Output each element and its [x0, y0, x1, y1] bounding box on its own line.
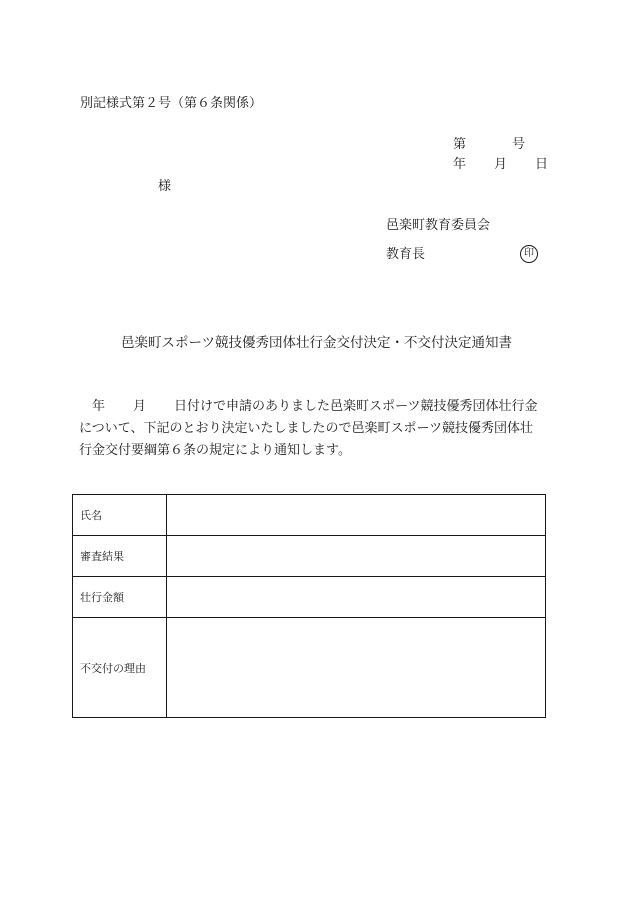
body-year: 年 — [92, 399, 106, 414]
table-row — [73, 577, 546, 618]
seal-icon: 印 — [520, 245, 538, 263]
date-year: 年 — [453, 157, 467, 172]
value-amount[interactable] — [167, 577, 546, 618]
body-month: 月 — [133, 399, 147, 414]
body-line-1-rest: 日付けで申請のありました邑楽町スポーツ競技優秀団体壮行金 — [174, 399, 538, 414]
body-line-1 — [79, 396, 559, 418]
addressee: 様 — [158, 179, 172, 194]
table-row — [73, 536, 546, 577]
body-line-2: について、下記のとおり決定いたしましたので邑楽町スポーツ競技優秀団体壮 — [79, 421, 533, 436]
form-number: 別記様式第２号（第６条関係） — [80, 96, 263, 111]
document-date — [453, 158, 548, 171]
label-amount: 壮行金額 — [73, 577, 167, 618]
body-paragraph — [79, 396, 559, 462]
issuer-title: 教育長 — [386, 247, 426, 262]
table-row — [73, 495, 546, 536]
issuer-organization: 邑楽町教育委員会 — [386, 218, 491, 233]
date-month: 月 — [494, 157, 508, 172]
date-day: 日 — [535, 157, 549, 172]
document-number — [453, 138, 525, 151]
table-row — [73, 618, 546, 718]
body-line-3: 行金交付要綱第６条の規定により通知します。 — [79, 443, 351, 458]
doc-no-suffix: 号 — [512, 137, 526, 152]
info-table — [72, 494, 546, 718]
value-name[interactable] — [167, 495, 546, 536]
value-review-result[interactable] — [167, 536, 546, 577]
label-name: 氏名 — [73, 495, 167, 536]
label-review-result: 審査結果 — [73, 536, 167, 577]
value-non-grant-reason[interactable] — [167, 618, 546, 718]
label-non-grant-reason: 不交付の理由 — [73, 618, 167, 718]
document-title: 邑楽町スポーツ競技優秀団体壮行金交付決定・不交付決定通知書 — [121, 335, 512, 351]
doc-no-prefix: 第 — [453, 137, 467, 152]
